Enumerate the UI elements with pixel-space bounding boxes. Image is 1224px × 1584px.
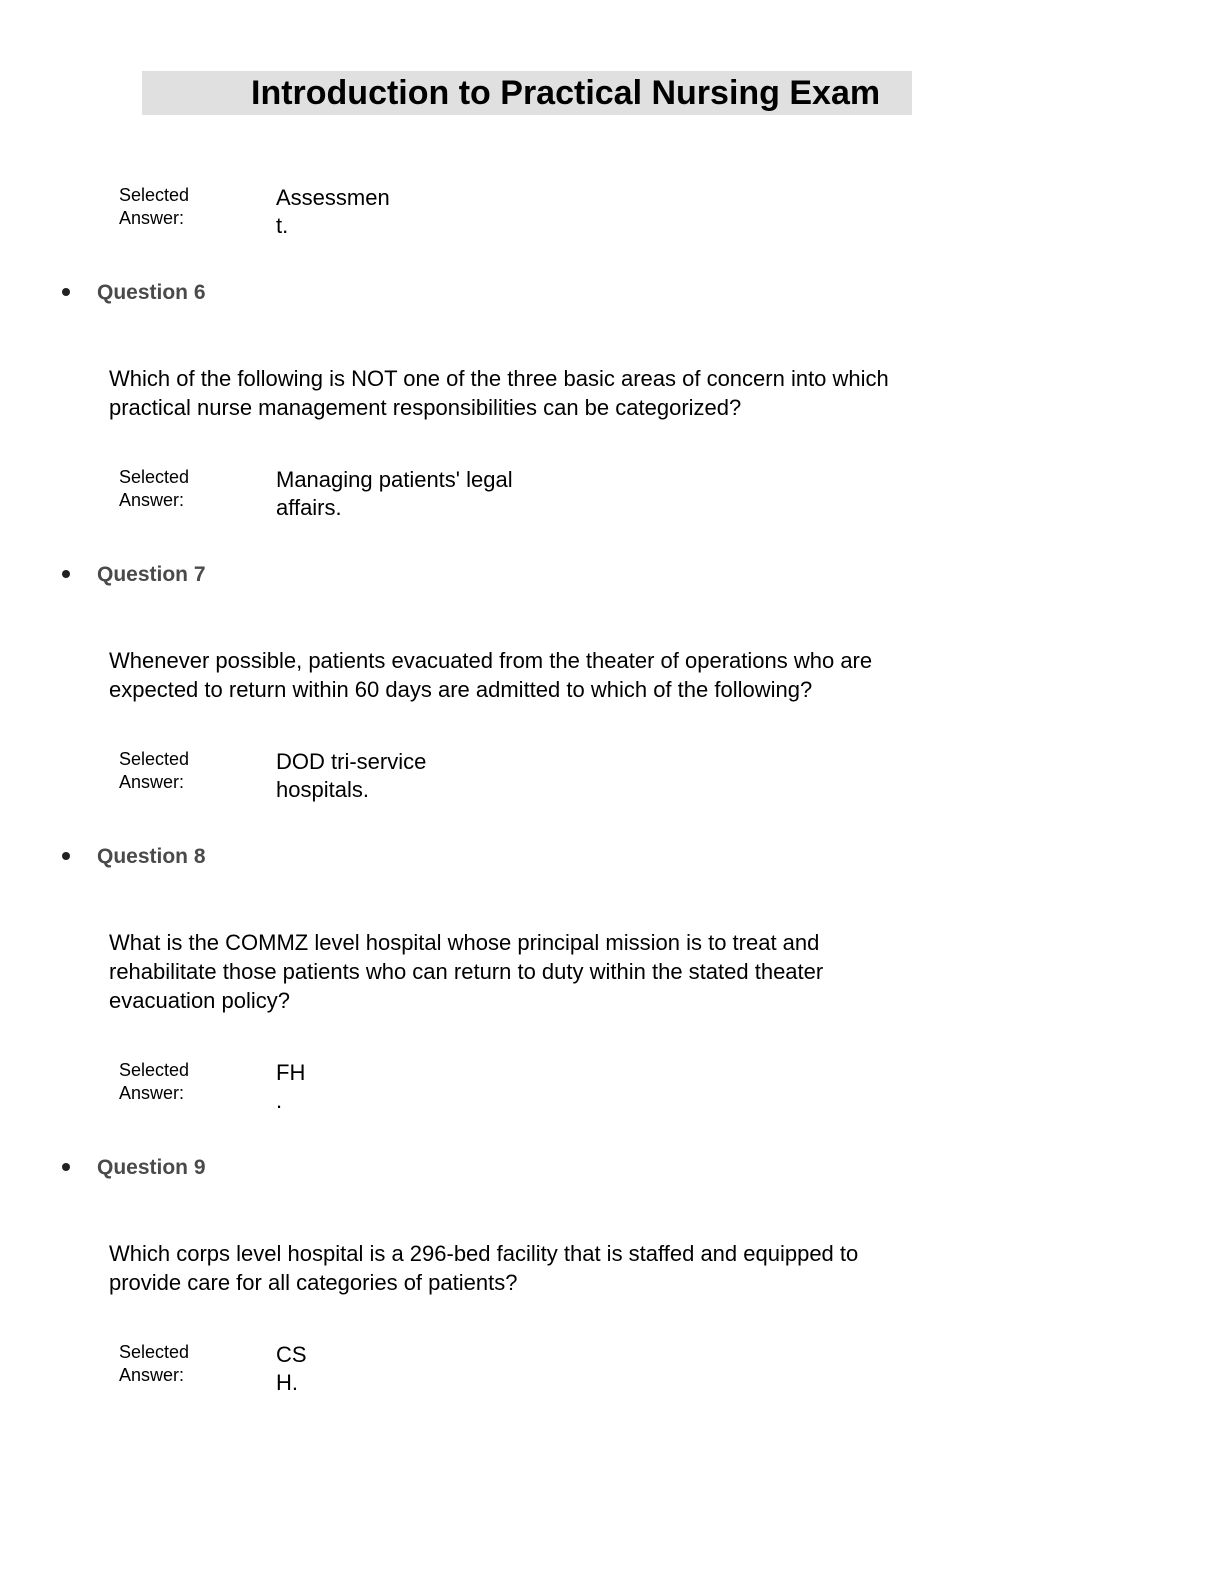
question-label: Question 6 bbox=[97, 281, 206, 304]
question-text-7: Whenever possible, patients evacuated from the theater of operations who are expected to return within 60 days are admitted to which of the following? bbox=[109, 648, 873, 702]
question-text-6: Which of the following is NOT one of the three basic areas of concern into which practical nurse management responsibilities can be categorized? bbox=[109, 366, 889, 420]
selected-answer-value: Assessmen t. bbox=[276, 185, 390, 238]
question-label: Question 8 bbox=[97, 845, 206, 868]
question-text-9: Which corps level hospital is a 296-bed facility that is staffed and equipped to provide care for all categories of patients? bbox=[109, 1241, 859, 1295]
selected-answer-label: Selected Answer: bbox=[119, 467, 190, 510]
selected-answer-label: Selected Answer: bbox=[119, 1342, 190, 1385]
question-text-8: What is the COMMZ level hospital whose principal mission is to treat and rehabilitate those patients who can return to duty within the stated theater evacuation policy? bbox=[109, 930, 824, 1013]
bullet-icon bbox=[62, 1163, 70, 1171]
bullet-icon bbox=[62, 570, 70, 578]
bullet-icon bbox=[62, 852, 70, 860]
selected-answer-label: Selected Answer: bbox=[119, 1060, 190, 1103]
selected-answer-value: CS H. bbox=[276, 1342, 307, 1395]
selected-answer-label: Selected Answer: bbox=[119, 185, 190, 228]
selected-answer-label: Selected Answer: bbox=[119, 749, 190, 792]
question-label: Question 9 bbox=[97, 1156, 206, 1179]
page-title: Introduction to Practical Nursing Exam bbox=[251, 74, 881, 112]
selected-answer-value: Managing patients' legal affairs. bbox=[276, 467, 513, 520]
selected-answer-value: DOD tri-service hospitals. bbox=[276, 749, 427, 802]
selected-answer-value: FH . bbox=[276, 1060, 306, 1113]
bullet-icon bbox=[62, 288, 70, 296]
question-label: Question 7 bbox=[97, 563, 206, 586]
